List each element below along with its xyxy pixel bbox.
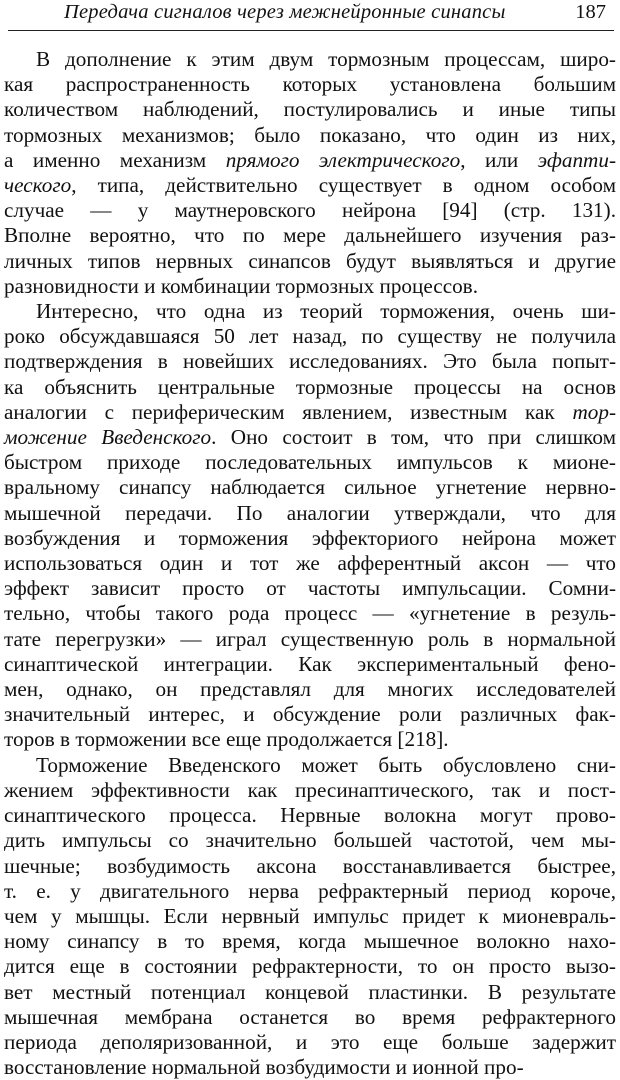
text-line: роко обсуждавшаяся 50 лет назад, по существу не получила xyxy=(4,324,616,349)
text-line: можение Введенского. Оно состоит в том, что при слишком xyxy=(4,425,616,450)
text-line: тормозных механизмов; было показано, что один из них, xyxy=(4,122,616,147)
text-line: подтверждения в новейших исследованиях. Это была попыт- xyxy=(4,349,616,374)
text-line: мышечная мембрана останется во время рефрактерного xyxy=(4,1004,616,1029)
text-line: ческого, типа, действительно существует в одном особом xyxy=(4,173,616,198)
text-line: Интересно, что одна из теорий торможения, очень ши- xyxy=(36,299,616,324)
text-line: чем у мышцы. Если нервный импульс придет к мионевраль- xyxy=(4,903,616,928)
italic-term: прямого электрического xyxy=(225,147,461,172)
text-line: случае — у маутнеровского нейрона [94] (стр. 131). xyxy=(4,198,616,223)
text-line: быстром приходе последовательных импульсов к мионе- xyxy=(4,450,616,475)
text-line: аналогии с периферическим явлением, известным как тор- xyxy=(4,399,616,424)
text-line: вральному синапсу наблюдается сильное угнетение нервно- xyxy=(4,475,616,500)
text-line: тельно, чтобы такого рода процесс — «угнетение в резуль- xyxy=(4,601,616,626)
text-line: использоваться один и тот же афферентный аксон — что xyxy=(4,551,616,576)
text-line: Торможение Введенского может быть обусловлено сни- xyxy=(36,752,616,777)
text-line: возбуждения и торможения эффекториого нейрона может xyxy=(4,525,616,550)
text-line: мышечной передачи. По аналогии утверждали, что для xyxy=(4,500,616,525)
text-line: личных типов нервных синапсов будут выявляться и другие xyxy=(4,248,616,273)
paragraph xyxy=(4,47,616,299)
text-line: а именно механизм прямого электрического, или эфапти- xyxy=(4,147,617,172)
text-line: разновидности и комбинации тормозных процессов. xyxy=(4,273,478,298)
text-line: дить импульсы со значительно большей частотой, чем мы- xyxy=(4,828,616,853)
italic-term: можение Введенского xyxy=(4,425,212,450)
text-line: вет местный потенциал концевой пластинки. В результате xyxy=(4,979,616,1004)
text-line: синаптической интеграции. Как экспериментальный фено- xyxy=(4,651,616,676)
text-line: жением эффективности как пресинаптического, так и пост- xyxy=(4,777,616,802)
text-line: ка объяснить центральные тормозные процессы на основ xyxy=(4,374,616,399)
paragraph xyxy=(4,299,616,753)
body-text xyxy=(2,47,616,1080)
text-line: торов в торможении все еще продолжается [218]. xyxy=(4,727,449,752)
text-line: В дополнение к этим двум тормозным процессам, широ- xyxy=(36,47,616,71)
text-line: восстановление нормальной возбудимости и ионной про- xyxy=(4,1055,524,1080)
text-line: шечные; возбудимость аксона восстанавливается быстрее, xyxy=(4,853,616,878)
text-line: ному синапсу в то время, когда мышечное волокно нахо- xyxy=(4,929,616,954)
text-line: эффект зависит просто от частоты импульсации. Сомни- xyxy=(4,576,616,601)
text-line: мен, однако, он представлял для многих исследователей xyxy=(4,677,616,702)
text-line: дится еще в состоянии рефрактерности, то он просто вызо- xyxy=(4,954,616,979)
text-line: значительный интерес, и обсуждение роли различных фак- xyxy=(4,702,616,727)
text-line: Вполне вероятно, что по мере дальнейшего изучения раз- xyxy=(4,223,616,248)
text-line: т. е. у двигательного нерва рефрактерный период короче, xyxy=(4,878,616,903)
italic-term: эфапти- xyxy=(537,147,617,172)
text-line: периода деполяризованной, и это еще больше задержит xyxy=(4,1029,616,1054)
text-line: количеством наблюдений, постулировались и иные типы xyxy=(4,97,616,122)
page-number: 187 xyxy=(575,1,606,23)
text-line: кая распространенность которых установлена большим xyxy=(4,72,616,97)
text-line: тате перегрузки» — играл существенную роль в нормальной xyxy=(4,626,616,651)
paragraph xyxy=(4,753,616,1080)
text-line: синаптического процесса. Нервные волокна могут прово- xyxy=(4,803,616,828)
running-title: Передача сигналов через межнейронные синапсы xyxy=(64,1,506,23)
italic-term: тор- xyxy=(572,399,616,424)
italic-term: ческого xyxy=(4,173,72,198)
running-head xyxy=(8,0,614,31)
